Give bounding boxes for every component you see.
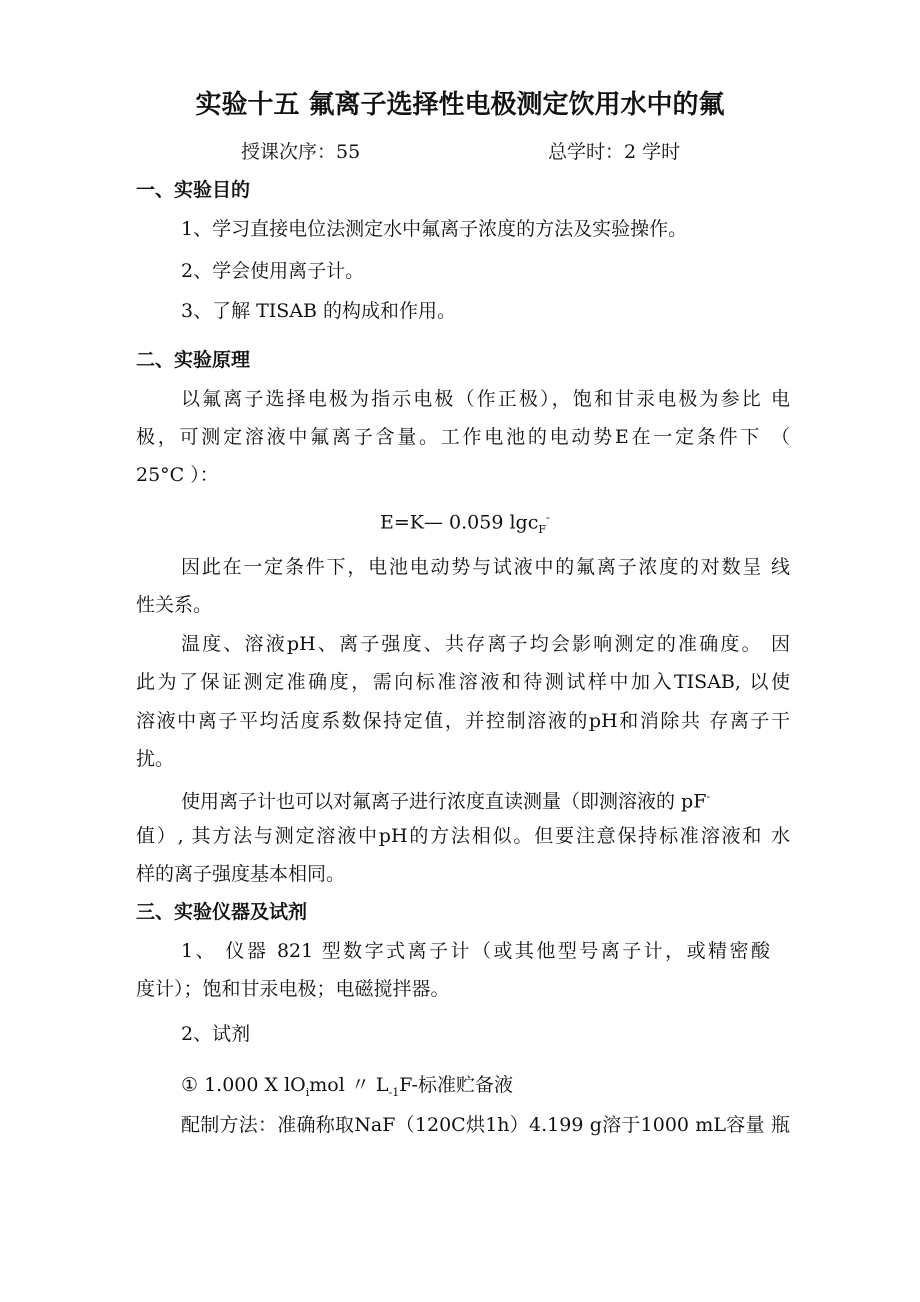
principle-p3-line3: 溶液中离子平均活度系数保持定值，并控制溶液的pH和消除共 存离子干 (136, 710, 790, 732)
principle-p1-line3: 25°C ）： (136, 464, 219, 486)
section-heading-instruments: 三、实验仪器及试剂 (136, 901, 308, 923)
purpose-item-2: 2、学会使用离子计。 (181, 260, 365, 282)
principle-p3-line1: 温度、溶液pH、离子强度、共存离子均会影响测定的准确度。 因 (181, 633, 790, 655)
preparation-method: 配制方法：准确称取NaF（120C烘1h）4.199 g溶于1000 mL容量 瓶 (181, 1114, 790, 1136)
reagent-text-e: F-标准贮备液 (399, 1074, 513, 1096)
principle-p4-line3: 样的离子强度基本相同。 (136, 863, 346, 885)
principle-p2-line1: 因此在一定条件下，电池电动势与试液中的氟离子浓度的对数呈 线 (181, 556, 790, 578)
formula-superscript: - (545, 511, 550, 524)
principle-p2-line2: 性关系。 (136, 594, 213, 616)
total-hours: 总学时：2 学时 (548, 141, 681, 163)
p4-line1-text: 使用离子计也可以对氟离子进行浓度直读测量（即测溶液的 pF (181, 790, 707, 813)
principle-p4-line2: 值）, 其方法与测定溶液中pH的方法相似。但要注意保持标准溶液和 水 (136, 825, 790, 847)
purpose-item-3: 3、了解 TISAB 的构成和作用。 (181, 300, 457, 322)
section-heading-purpose: 一、实验目的 (136, 179, 251, 201)
instruments-item-1-line2: 度计）；饱和甘汞电极；电磁搅拌器。 (136, 978, 450, 1000)
formula-subscript: F (538, 523, 546, 537)
page-title: 实验十五 氟离子选择性电极测定饮用水中的氟 (195, 90, 725, 120)
principle-p3-line2: 此为了保证测定准确度，需向标准溶液和待测试样中加入TISAB, 以使 (136, 671, 790, 693)
instruments-item-1-line1: 1、 仪器 821 型数字式离子计（或其他型号离子计，或精密酸 (181, 940, 770, 962)
reagent-text-a: ① 1.000 X lO (181, 1074, 306, 1096)
formula-main: E=K— 0.059 lgc (380, 511, 539, 534)
reagent-text-b: i (305, 1085, 310, 1099)
reagent-text-c: mol 〃 L (309, 1074, 389, 1096)
principle-p4-line1 (181, 785, 710, 813)
teaching-order: 授课次序：55 (241, 141, 361, 163)
instruments-item-2: 2、试剂 (181, 1023, 251, 1045)
purpose-item-1: 1、学习直接电位法测定水中氟离子浓度的方法及实验操作。 (181, 218, 688, 240)
reagent-fluoride-stock (181, 1073, 513, 1105)
section-heading-principle: 二、实验原理 (136, 349, 251, 371)
principle-p1-line1: 以氟离子选择电极为指示电极（作正极），饱和甘汞电极为参比 电 (181, 388, 790, 410)
reagent-text-d: -1 (388, 1085, 400, 1099)
p4-line1-superscript: - (706, 790, 711, 803)
principle-p1-line2: 极，可测定溶液中氟离子含量。工作电池的电动势E在一定条件下 （ (136, 426, 790, 448)
principle-p3-line4: 扰。 (136, 748, 175, 770)
nernst-formula (380, 506, 550, 542)
